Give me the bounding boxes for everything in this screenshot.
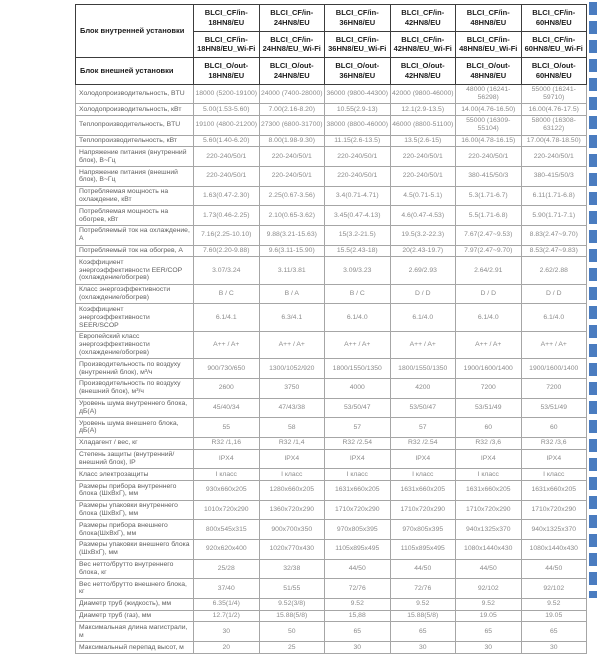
spec-value: I класс [259,469,325,481]
spec-value: 13.5(2.6-15) [390,135,456,147]
spec-value: 1631х660х205 [390,481,456,501]
spec-value: 5.5(1.71-6.8) [456,206,522,226]
outdoor-models-row [76,58,587,85]
spec-value: 6.1/4.0 [456,304,522,331]
table-row [76,520,587,540]
spec-value: 19100 (4800-21200) [194,115,260,135]
spec-value: 6.1/4.0 [390,304,456,331]
table-row [76,500,587,520]
spec-value: 7.60(2.20-9.88) [194,245,260,257]
spec-value: IPX4 [390,449,456,469]
spec-value: 220-240/50/1 [259,167,325,187]
table-row [76,610,587,622]
spec-value: 1800/1550/1350 [390,359,456,379]
spec-value: 2.62/2.88 [521,257,587,284]
spec-value: IPX4 [521,449,587,469]
outdoor-model-cell: BLCI_O/out-60HN8/EU [521,58,587,85]
spec-value: 46000 (8800-51100) [390,115,456,135]
spec-label: Уровень шума внешнего блока, дБ(А) [76,418,194,438]
spec-value: 4.6(0.47-4.53) [390,206,456,226]
spec-value: 220-240/50/1 [194,147,260,167]
table-row [76,284,587,304]
spec-value: 15,88 [325,610,391,622]
spec-value: 220-240/50/1 [325,167,391,187]
table-body [76,84,587,653]
spec-value: 1631х660х205 [325,481,391,501]
table-row [76,167,587,187]
spec-value: 220-240/50/1 [259,147,325,167]
spec-value: 920х620х400 [194,539,260,559]
spec-label: Размеры упаковки внешнего блока (ШхВхГ), мм [76,539,194,559]
table-row [76,331,587,358]
spec-label: Диаметр труб (жидкость), мм [76,598,194,610]
spec-label: Холодопроизводительность, BTU [76,84,194,104]
spec-value: 60 [456,418,522,438]
spec-label: Потребляемый ток на охлаждение, А [76,225,194,245]
table-row [76,622,587,642]
spec-value: 24000 (7400-28000) [259,84,325,104]
spec-value: 72/76 [390,579,456,599]
spec-value: 38000 (8800-46000) [325,115,391,135]
spec-value: 1631х660х205 [456,481,522,501]
spec-value: I класс [325,469,391,481]
spec-value: I класс [390,469,456,481]
spec-value: IPX4 [456,449,522,469]
spec-value: 1800/1550/1350 [325,359,391,379]
spec-value: 800х545х315 [194,520,260,540]
spec-label: Потребляемая мощность на охлаждение, кВт [76,186,194,206]
outdoor-model-cell: BLCI_O/out-42HN8/EU [390,58,456,85]
spec-value: 55000 (16309-55104) [456,115,522,135]
indoor-wifi-model-cell: BLCI_CF/in-18HN8/EU_Wi-Fi [194,31,260,58]
spec-value: A++ / A+ [456,331,522,358]
indoor-wifi-model-cell: BLCI_CF/in-24HN8/EU_Wi-Fi [259,31,325,58]
spec-value: 92/102 [456,579,522,599]
spec-value: 7200 [521,378,587,398]
spec-value: 4.5(0.71-5.1) [390,186,456,206]
spec-value: I класс [521,469,587,481]
spec-label: Европейский класс энергоэффективности (охлаждение/обогрев) [76,331,194,358]
spec-value: 7200 [456,378,522,398]
table-row [76,104,587,116]
spec-value: 55 [194,418,260,438]
spec-value: 6.11(1.71-6.8) [521,186,587,206]
spec-value: 220-240/50/1 [521,147,587,167]
spec-value: 11.15(2.6-13.5) [325,135,391,147]
outdoor-model-cell: BLCI_O/out-24HN8/EU [259,58,325,85]
spec-value: R32 /2.54 [325,437,391,449]
spec-value: 30 [390,642,456,654]
spec-value: 53/50/47 [325,398,391,418]
spec-value: 1280х660х205 [259,481,325,501]
spec-value: 44/50 [325,559,391,579]
spec-value: 1710х720х290 [390,500,456,520]
spec-value: A++ / A+ [521,331,587,358]
table-row [76,225,587,245]
spec-value: 25 [259,642,325,654]
blue-dash-strip [589,2,597,598]
spec-value: D / D [390,284,456,304]
spec-value: 6.1/4.0 [325,304,391,331]
spec-value: IPX4 [194,449,260,469]
spec-value: 1105х895х495 [390,539,456,559]
spec-value: A++ / A+ [325,331,391,358]
spec-value: 47/43/38 [259,398,325,418]
indoor-wifi-model-cell: BLCI_CF/in-36HN8/EU_Wi-Fi [325,31,391,58]
spec-value: 51/55 [259,579,325,599]
spec-value: IPX4 [259,449,325,469]
spec-value: 19.5(3.2-22.3) [390,225,456,245]
spec-value: D / D [456,284,522,304]
spec-value: 1710х720х290 [325,500,391,520]
spec-value: 9.88(3.21-15.63) [259,225,325,245]
spec-value: 20(2.43-19.7) [390,245,456,257]
spec-value: 3.07/3.24 [194,257,260,284]
spec-value: 32/38 [259,559,325,579]
table-row [76,245,587,257]
spec-value: 65 [390,622,456,642]
spec-value: 8.00(1.98-9.30) [259,135,325,147]
spec-value: B / C [325,284,391,304]
spec-value: R32 /3,6 [456,437,522,449]
indoor-model-cell: BLCI_CF/in-42HN8/EU [390,5,456,32]
spec-value: 7.00(2.16-8.20) [259,104,325,116]
indoor-wifi-model-cell: BLCI_CF/in-42HN8/EU_Wi-Fi [390,31,456,58]
spec-value: 10.55(2.9-13) [325,104,391,116]
spec-value: 4000 [325,378,391,398]
spec-value: 6.1/4.0 [521,304,587,331]
spec-label: Производительность по воздуху (внутренний блок), м³/ч [76,359,194,379]
spec-label: Размеры прибора внутреннего блока (ШхВхГ), мм [76,481,194,501]
spec-label: Размеры упаковки внутреннего блока (ШхВхГ), мм [76,500,194,520]
spec-label: Производительность по воздуху (внешний блок), м³/ч [76,378,194,398]
spec-value: 7.16(2.25-10.10) [194,225,260,245]
indoor-model-cell: BLCI_CF/in-24HN8/EU [259,5,325,32]
spec-value: IPX4 [325,449,391,469]
spec-label: Диаметр труб (газ), мм [76,610,194,622]
spec-label: Степень защиты (внутренний/внешний блок), IP [76,449,194,469]
table-row [76,186,587,206]
spec-value: R32 /2.54 [390,437,456,449]
spec-value: 16.00(4.78-16.15) [456,135,522,147]
spec-label: Напряжение питания (внешний блок), В~Гц [76,167,194,187]
spec-value: 1710х720х290 [521,500,587,520]
spec-value: 2.69/2.93 [390,257,456,284]
spec-value: 1020х770х430 [259,539,325,559]
spec-value: 6.35(1/4) [194,598,260,610]
spec-value: 9.52 [456,598,522,610]
spec-value: 30 [194,622,260,642]
spec-value: 380-415/50/3 [456,167,522,187]
table-row [76,206,587,226]
spec-value: 30 [521,642,587,654]
spec-value: 220-240/50/1 [390,147,456,167]
spec-value: 30 [325,642,391,654]
spec-value: 8.53(2.47~9.83) [521,245,587,257]
spec-label: Потребляемый ток на обогрев, А [76,245,194,257]
spec-value: 9.52 [390,598,456,610]
spec-value: 60 [521,418,587,438]
table-row [76,437,587,449]
spec-value: 900/730/650 [194,359,260,379]
spec-value: 940х1325х370 [456,520,522,540]
spec-value: 12.1(2.9-13.5) [390,104,456,116]
spec-value: 16.00(4.76-17.5) [521,104,587,116]
spec-value: 27300 (6800-31700) [259,115,325,135]
table-row [76,449,587,469]
spec-value: 1631х660х205 [521,481,587,501]
spec-value: 65 [325,622,391,642]
table-row [76,135,587,147]
spec-value: 44/50 [390,559,456,579]
table-row [76,378,587,398]
table-row [76,481,587,501]
spec-value: 900х700х350 [259,520,325,540]
spec-value: 1710х720х290 [456,500,522,520]
spec-value: 2.10(0.65-3.62) [259,206,325,226]
spec-value: 58 [259,418,325,438]
spec-value: 220-240/50/1 [194,167,260,187]
spec-value: 15.5(2.43-18) [325,245,391,257]
spec-value: 1360х720х290 [259,500,325,520]
indoor-wifi-model-cell: BLCI_CF/in-60HN8/EU_Wi-Fi [521,31,587,58]
spec-value: 15(3.2-21.5) [325,225,391,245]
spec-value: 55000 (16241-59710) [521,84,587,104]
spec-label: Коэффициент энергоэффективности SEER/SCOP [76,304,194,331]
spec-label: Теплопроизводительность, BTU [76,115,194,135]
spec-value: 970х805х395 [390,520,456,540]
spec-label: Хладагент / вес, кг [76,437,194,449]
spec-label: Максимальный перепад высот, м [76,642,194,654]
spec-value: 3.11/3.81 [259,257,325,284]
spec-value: 53/51/49 [521,398,587,418]
spec-value: 9.52 [521,598,587,610]
spec-value: 7.97(2.47~9.70) [456,245,522,257]
spec-value: 4200 [390,378,456,398]
indoor-wifi-model-cell: BLCI_CF/in-48HN8/EU_Wi-Fi [456,31,522,58]
spec-value: 15.88(5/8) [390,610,456,622]
table-row [76,115,587,135]
spec-value: 12.7(1/2) [194,610,260,622]
spec-value: 48000 (16241-56298) [456,84,522,104]
outdoor-model-cell: BLCI_O/out-18HN8/EU [194,58,260,85]
spec-value: 6.3/4.1 [259,304,325,331]
spec-value: I класс [456,469,522,481]
spec-value: 5.3(1.71-6.7) [456,186,522,206]
spec-value: 1900/1600/1400 [456,359,522,379]
spec-value: 53/50/47 [390,398,456,418]
spec-value: 220-240/50/1 [325,147,391,167]
spec-value: B / A [259,284,325,304]
spec-value: 3.09/3.23 [325,257,391,284]
spec-value: 50 [259,622,325,642]
spec-value: 2600 [194,378,260,398]
spec-label: Уровень шума внутреннего блока, дБ(А) [76,398,194,418]
spec-value: R32 /1,4 [259,437,325,449]
spec-label: Вес нетто/брутто внутреннего блока, кг [76,559,194,579]
spec-value: 940х1325х370 [521,520,587,540]
spec-value: 44/50 [521,559,587,579]
spec-value: 380-415/50/3 [521,167,587,187]
indoor-models-row [76,5,587,32]
spec-value: A++ / A+ [194,331,260,358]
spec-label: Вес нетто/брутто внешнего блока, кг [76,579,194,599]
table-row [76,84,587,104]
spec-label: Напряжение питания (внутренний блок), В~Гц [76,147,194,167]
spec-value: 1300/1052/920 [259,359,325,379]
spec-value: 2.25(0.67-3.56) [259,186,325,206]
spec-value: 8.83(2.47~9.70) [521,225,587,245]
spec-value: 5.60(1.40-6.20) [194,135,260,147]
spec-value: R32 /3,6 [521,437,587,449]
table-row [76,579,587,599]
spec-value: 7.67(2.47~9.53) [456,225,522,245]
spec-value: 19.05 [456,610,522,622]
spec-value: 1.63(0.47-2.30) [194,186,260,206]
spec-value: B / C [194,284,260,304]
indoor-model-cell: BLCI_CF/in-36HN8/EU [325,5,391,32]
spec-value: 30 [456,642,522,654]
spec-value: 5.90(1.71-7.1) [521,206,587,226]
spec-label: Теплопроизводительность, кВт [76,135,194,147]
spec-value: 1010х720х290 [194,500,260,520]
spec-value: 92/102 [521,579,587,599]
table-row [76,418,587,438]
spec-label: Холодопроизводительность, кВт [76,104,194,116]
spec-value: 6.1/4.1 [194,304,260,331]
outdoor-model-cell: BLCI_O/out-36HN8/EU [325,58,391,85]
spec-value: 3.4(0.71-4.71) [325,186,391,206]
spec-value: 17.00(4.78-18.50) [521,135,587,147]
spec-value: 14.00(4.76-16.50) [456,104,522,116]
table-row [76,398,587,418]
spec-value: 42000 (9800-46000) [390,84,456,104]
spec-value: 53/51/49 [456,398,522,418]
table-header [76,5,587,85]
spec-value: 9.52 [325,598,391,610]
spec-value: 25/28 [194,559,260,579]
outdoor-unit-label: Блок внешней установки [76,58,194,85]
spec-value: 1.73(0.46-2.25) [194,206,260,226]
spec-value: 58000 (16308-63122) [521,115,587,135]
spec-value: 37/40 [194,579,260,599]
spec-value: 1105х895х495 [325,539,391,559]
spec-value: D / D [521,284,587,304]
spec-label: Максимальная длина магистрали, м [76,622,194,642]
indoor-unit-label: Блок внутренней установки [76,5,194,58]
spec-value: 65 [521,622,587,642]
spec-value: 20 [194,642,260,654]
spec-value: 1080х1440х430 [521,539,587,559]
table-row [76,257,587,284]
spec-value: 57 [325,418,391,438]
spec-value: 36000 (9800-44300) [325,84,391,104]
spec-label: Класс энергоэффективности (охлаждение/обогрев) [76,284,194,304]
spec-value: 1080х1440х430 [456,539,522,559]
indoor-model-cell: BLCI_CF/in-60HN8/EU [521,5,587,32]
spec-value: 3750 [259,378,325,398]
table-row [76,147,587,167]
spec-value: 19.05 [521,610,587,622]
spec-value: 65 [456,622,522,642]
spec-value: A++ / A+ [390,331,456,358]
spec-value: 18000 (5200-19100) [194,84,260,104]
table-row [76,539,587,559]
spec-value: 1900/1600/1400 [521,359,587,379]
table-row [76,469,587,481]
spec-value: 9.52(3/8) [259,598,325,610]
spec-value: 72/76 [325,579,391,599]
table-row [76,359,587,379]
spec-value: 220-240/50/1 [390,167,456,187]
spec-value: 970х805х395 [325,520,391,540]
spec-value: 9.6(3.11-15.90) [259,245,325,257]
table-row [76,304,587,331]
spec-value: I класс [194,469,260,481]
spec-label: Коэффициент энергоэффективности EER/COP (охлаждение/обогрев) [76,257,194,284]
spec-label: Потребляемая мощность на обогрев, кВт [76,206,194,226]
spec-value: A++ / A+ [259,331,325,358]
spec-value: 220-240/50/1 [456,147,522,167]
indoor-model-cell: BLCI_CF/in-18HN8/EU [194,5,260,32]
spec-label: Класс электрозащиты [76,469,194,481]
indoor-model-cell: BLCI_CF/in-48HN8/EU [456,5,522,32]
spec-label: Размеры прибора внешнего блока(ШхВхГ), мм [76,520,194,540]
spec-table [75,4,587,654]
spec-value: 2.64/2.91 [456,257,522,284]
table-row [76,642,587,654]
spec-value: 930х660х205 [194,481,260,501]
spec-value: 3.45(0.47-4.13) [325,206,391,226]
outdoor-model-cell: BLCI_O/out-48HN8/EU [456,58,522,85]
spec-value: 57 [390,418,456,438]
spec-value: 15.88(5/8) [259,610,325,622]
table-row [76,598,587,610]
spec-value: 5.00(1.53-5.60) [194,104,260,116]
spec-value: 44/50 [456,559,522,579]
spec-value: R32 /1,16 [194,437,260,449]
spec-value: 45/40/34 [194,398,260,418]
table-row [76,559,587,579]
